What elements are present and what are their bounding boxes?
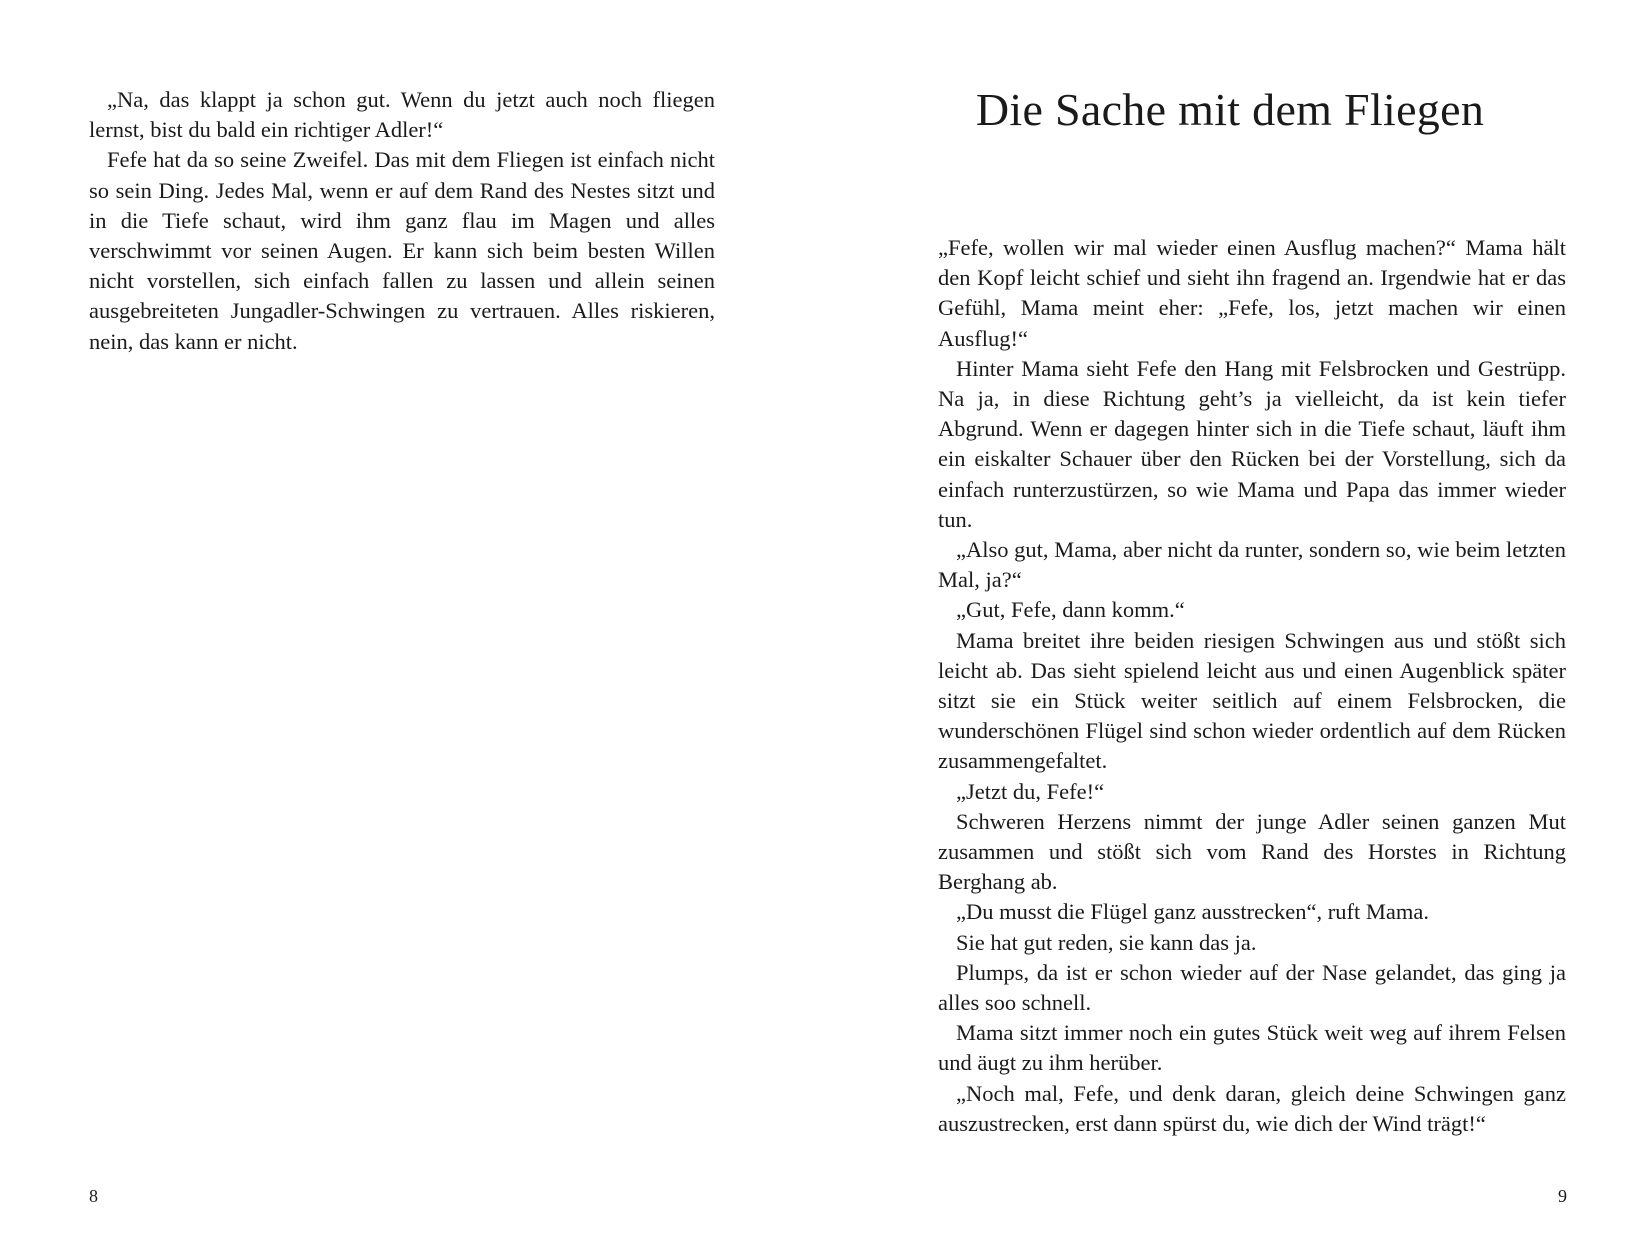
left-page-text	[89, 85, 715, 357]
paragraph: „Gut, Fefe, dann komm.“	[956, 597, 1185, 623]
paragraph: Hinter Mama sieht Fefe den Hang mit Felsbrocken und Gestrüpp. Na ja, in diese Richtung geht’s ja vielleicht, da ist kein tiefer Abgrund. Wenn er dagegen hinter sich in die Tiefe schaut, läuft ihm ein eiskalter Schauer über den Rücken bei der Vorstellung, sich da einfach runterzustürzen, so wie Mama und Papa das immer wieder tun.	[938, 355, 1566, 532]
paragraph: „Also gut, Mama, aber nicht da runter, sondern so, wie beim letzten Mal, ja?“	[938, 537, 1566, 593]
paragraph: „Fefe, wollen wir mal wieder einen Ausflug machen?“ Mama hält den Kopf leicht schief und sieht ihn fragend an. Irgendwie hat er das Gefühl, Mama meint eher: „Fefe, los, jetzt machen wir einen Ausflug!“	[938, 235, 1566, 351]
paragraph: Mama breitet ihre beiden riesigen Schwingen aus und stößt sich leicht ab. Das sieht spielend leicht aus und einen Augenblick später sitzt sie ein Stück weiter seitlich auf einem Felsbrocken, die wunderschönen Flügel sind schon wieder ordentlich auf dem Rücken zusammengefaltet.	[938, 627, 1566, 774]
paragraph: „Du musst die Flügel ganz ausstrecken“, ruft Mama.	[956, 899, 1429, 925]
paragraph: „Na, das klappt ja schon gut. Wenn du jetzt auch noch fliegen lernst, bist du bald ein richtiger Adler!“	[89, 87, 715, 143]
paragraph: Schweren Herzens nimmt der junge Adler seinen ganzen Mut zusammen und stößt sich vom Rand des Horstes in Richtung Berghang ab.	[938, 808, 1566, 895]
paragraph: „Jetzt du, Fefe!“	[956, 778, 1105, 804]
paragraph: Sie hat gut reden, sie kann das ja.	[956, 929, 1257, 955]
chapter-title: Die Sache mit dem Fliegen	[975, 84, 1485, 135]
page-number: 9	[1558, 1186, 1567, 1206]
page-number: 8	[89, 1186, 98, 1206]
paragraph: Fefe hat da so seine Zweifel. Das mit dem Fliegen ist einfach nicht so sein Ding. Jedes Mal, wenn er auf dem Rand des Nestes sitzt und in die Tiefe schaut, wird ihm ganz flau im Magen und alles verschwimmt vor seinen Augen. Er kann sich beim besten Willen nicht vorstellen, sich einfach fallen zu lassen und allein seinen ausgebreiteten Jungadler-Schwingen zu vertrauen. Alles riskieren, nein, das kann er nicht.	[89, 147, 715, 354]
paragraph: „Noch mal, Fefe, und denk daran, gleich deine Schwingen ganz auszustrecken, erst dann spürst du, wie dich der Wind trägt!“	[938, 1080, 1566, 1136]
right-page	[825, 0, 1650, 1240]
paragraph: Plumps, da ist er schon wieder auf der Nase gelandet, das ging ja alles soo schnell.	[938, 959, 1566, 1016]
right-page-text	[938, 233, 1566, 1139]
paragraph: Mama sitzt immer noch ein gutes Stück weit weg auf ihrem Felsen und äugt zu ihm herüber.	[938, 1020, 1566, 1076]
